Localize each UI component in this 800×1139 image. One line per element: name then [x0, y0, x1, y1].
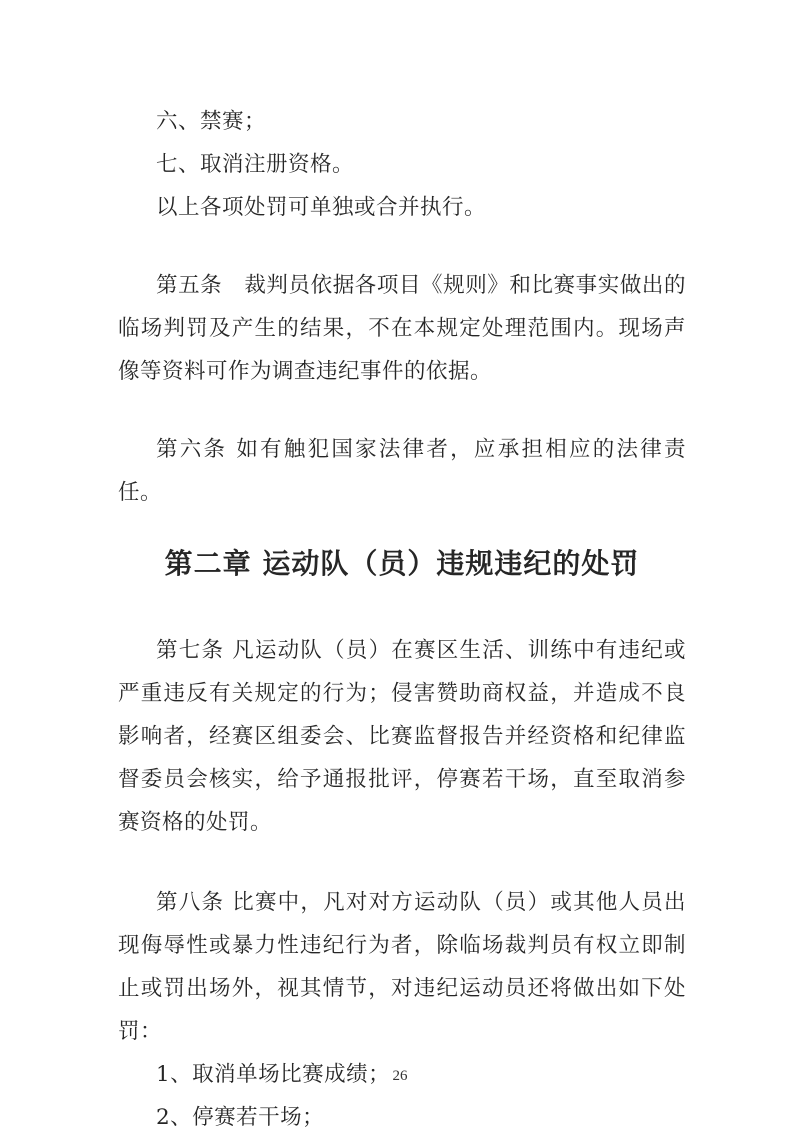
penalties-note: 以上各项处罚可单独或合并执行。 — [156, 195, 487, 220]
penalty-item-6: 六、禁赛； — [156, 109, 267, 134]
article-8-list-item-1: 1、取消单场比赛成绩； — [156, 1062, 391, 1087]
chapter-2-heading: 第二章 运动队（员）违规违纪的处罚 — [164, 547, 640, 580]
article-6-paragraph: 第六条 如有触犯国家法律者，应承担相应的法律责任。 — [118, 437, 686, 505]
article-8-paragraph: 第八条 比赛中，凡对对方运动队（员）或其他人员出现侮辱性或暴力性违纪行为者，除临场裁判员有权立即制止或罚出场外，视其情节，对违纪运动员还将做出如下处罚： — [118, 890, 686, 1044]
article-5-paragraph: 第五条 裁判员依据各项目《规则》和比赛事实做出的临场判罚及产生的结果，不在本规定处理范围内。现场声像等资料可作为调查违纪事件的依据。 — [118, 273, 686, 384]
article-7-paragraph: 第七条 凡运动队（员）在赛区生活、训练中有违纪或严重违反有关规定的行为；侵害赞助商权益，并造成不良影响者，经赛区组委会、比赛监督报告并经资格和纪律监督委员会核实，给予通报批评，停赛若干场，直至取消参赛资格的处罚。 — [118, 638, 686, 835]
article-8-list-item-2: 2、停赛若干场； — [156, 1105, 325, 1130]
penalty-item-7: 七、取消注册资格。 — [156, 152, 355, 177]
document-body — [118, 100, 686, 1139]
page-number: 26 — [392, 1068, 408, 1084]
